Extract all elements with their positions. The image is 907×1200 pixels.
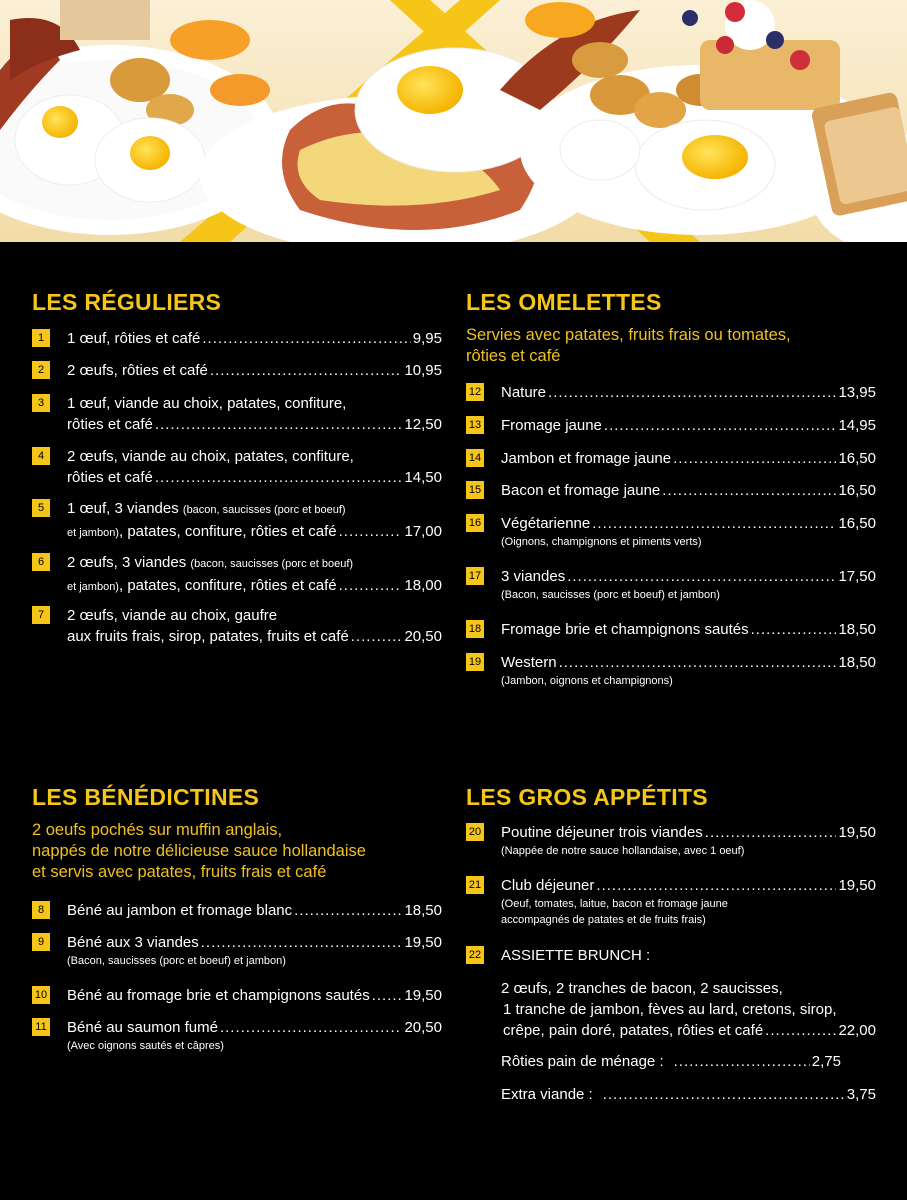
item-price: 14,50	[404, 469, 442, 486]
item-note: (bacon, saucisses (porc et boeuf)	[190, 558, 354, 570]
menu-item	[32, 900, 442, 921]
item-number: 14	[466, 449, 484, 467]
item-number: 20	[466, 823, 484, 841]
menu-item	[466, 945, 876, 966]
item-price: 10,95	[404, 362, 442, 379]
item-name: Nature	[501, 384, 547, 401]
item-name-cont: , patates, confiture, rôties et café	[118, 523, 337, 540]
subtitle-line: rôties et café	[466, 347, 561, 365]
item-name: Béné aux 3 viandes	[67, 934, 199, 951]
item-note: (Oeuf, tomates, laitue, bacon et fromage jaune	[501, 898, 728, 910]
item-number: 1	[32, 329, 50, 347]
item-price: 19,50	[404, 987, 442, 1004]
menu-item	[466, 415, 876, 436]
item-note-cont: accompagnés de patates et de fruits frais)	[501, 914, 706, 926]
item-price: 14,95	[838, 417, 876, 434]
food-banner	[0, 0, 907, 242]
item-name: ASSIETTE BRUNCH :	[501, 947, 651, 964]
section-title: LES BÉNÉDICTINES	[32, 784, 260, 810]
item-price: 20,50	[404, 628, 442, 645]
benedictines-list	[32, 900, 442, 1070]
section-subtitle	[466, 325, 876, 367]
subtitle-line: 2 oeufs pochés sur muffin anglais,	[32, 821, 283, 839]
section-title: LES OMELETTES	[466, 289, 662, 315]
item-price: 17,50	[838, 568, 876, 585]
subtitle-line: Servies avec patates, fruits frais ou tomates,	[466, 326, 791, 344]
brunch-line: 2 œufs, 2 tranches de bacon, 2 saucisses,	[501, 980, 783, 997]
menu-item	[466, 448, 876, 469]
item-name: 2 œufs, viande au choix, patates, confiture,	[67, 448, 354, 465]
item-price: 19,50	[838, 877, 876, 894]
item-number: 6	[32, 553, 50, 571]
item-price: 18,50	[838, 621, 876, 638]
item-name: Végétarienne	[501, 515, 591, 532]
item-number: 22	[466, 946, 484, 964]
menu-item	[32, 605, 442, 647]
item-name: Club déjeuner	[501, 877, 595, 894]
item-number: 19	[466, 653, 484, 671]
menu-item	[466, 513, 876, 550]
item-name: 2 œufs, 3 viandes	[67, 554, 191, 571]
brunch-description	[466, 978, 876, 1041]
item-price: 20,50	[404, 1019, 442, 1036]
menu-item	[32, 1017, 442, 1054]
item-name-cont: rôties et café	[67, 416, 153, 433]
item-name: 3 viandes	[501, 568, 566, 585]
menu-item	[32, 552, 442, 598]
item-name-cont: aux fruits frais, sirop, patates, fruits et café	[67, 628, 349, 645]
item-note: (bacon, saucisses (porc et boeuf)	[182, 504, 346, 516]
gros-appetits-list	[466, 822, 876, 1112]
item-number: 13	[466, 416, 484, 434]
section-reguliers	[32, 287, 442, 317]
menu-item	[466, 480, 876, 501]
item-name: Béné au jambon et fromage blanc	[67, 902, 293, 919]
item-name: Bacon et fromage jaune	[501, 482, 661, 499]
item-number: 18	[466, 620, 484, 638]
item-name: 1 œuf, rôties et café	[67, 330, 201, 347]
extra-price: 3,75	[846, 1086, 876, 1103]
extra-item	[466, 1084, 876, 1105]
section-title: LES GROS APPÉTITS	[466, 784, 708, 810]
brunch-line: crêpe, pain doré, patates, rôties et café	[503, 1022, 764, 1039]
item-price: 18,00	[404, 577, 442, 594]
section-title: LES RÉGULIERS	[32, 289, 222, 315]
item-number: 11	[32, 1018, 50, 1036]
item-name-cont: rôties et café	[67, 469, 153, 486]
item-note-cont: et jambon)	[67, 527, 119, 539]
menu-item	[466, 652, 876, 689]
item-number: 10	[32, 986, 50, 1004]
menu-item	[466, 382, 876, 403]
item-number: 2	[32, 361, 50, 379]
item-name: 2 œufs, viande au choix, gaufre	[67, 607, 278, 624]
item-number: 3	[32, 394, 50, 412]
item-price: 16,50	[838, 515, 876, 532]
omelettes-list	[466, 382, 876, 702]
item-price: 19,50	[838, 824, 876, 841]
section-subtitle	[32, 820, 452, 883]
item-name: 2 œufs, rôties et café	[67, 362, 208, 379]
extra-name: Extra viande :	[501, 1086, 593, 1103]
menu-item	[466, 822, 876, 859]
menu-item	[32, 328, 442, 349]
item-name: 1 œuf, 3 viandes	[67, 500, 183, 517]
menu-item	[32, 360, 442, 381]
item-price: 18,50	[404, 902, 442, 919]
item-name: Poutine déjeuner trois viandes	[501, 824, 703, 841]
item-price: 18,50	[838, 654, 876, 671]
item-price: 13,95	[838, 384, 876, 401]
food-photo-illustration	[0, 0, 907, 242]
item-name: Jambon et fromage jaune	[501, 450, 672, 467]
item-number: 8	[32, 901, 50, 919]
menu-item	[466, 566, 876, 603]
menu-item	[466, 875, 876, 928]
menu-item	[466, 619, 876, 640]
section-benedictines	[32, 782, 452, 883]
item-number: 15	[466, 481, 484, 499]
item-number: 9	[32, 933, 50, 951]
item-price: 17,00	[404, 523, 442, 540]
item-note-cont: et jambon)	[67, 581, 119, 593]
item-name: Western	[501, 654, 557, 671]
extra-price: 2,75	[811, 1053, 841, 1070]
menu-item	[32, 498, 442, 544]
section-omelettes	[466, 287, 876, 367]
item-number: 5	[32, 499, 50, 517]
item-price: 22,00	[838, 1022, 876, 1039]
item-number: 12	[466, 383, 484, 401]
item-note: (Oignons, champignons et piments verts)	[501, 536, 702, 548]
menu-item	[32, 393, 442, 435]
item-name: 1 œuf, viande au choix, patates, confiture,	[67, 395, 347, 412]
item-price: 9,95	[412, 330, 442, 347]
item-price: 16,50	[838, 482, 876, 499]
item-number: 21	[466, 876, 484, 894]
item-note: (Nappée de notre sauce hollandaise, avec 1 oeuf)	[501, 845, 745, 857]
item-number: 4	[32, 447, 50, 465]
item-note: (Bacon, saucisses (porc et boeuf) et jambon)	[501, 589, 720, 601]
item-note: (Bacon, saucisses (porc et boeuf) et jambon)	[67, 955, 286, 967]
item-number: 17	[466, 567, 484, 585]
menu-item	[32, 985, 442, 1006]
item-number: 7	[32, 606, 50, 624]
item-name: Fromage brie et champignons sautés	[501, 621, 749, 638]
subtitle-line: et servis avec patates, fruits frais et café	[32, 863, 327, 881]
item-price: 16,50	[838, 450, 876, 467]
reguliers-list	[32, 328, 442, 648]
subtitle-line: nappés de notre délicieuse sauce hollandaise	[32, 842, 366, 860]
menu-item	[32, 446, 442, 488]
brunch-line: 1 tranche de jambon, fèves au lard, cretons, sirop,	[503, 1001, 837, 1018]
menu-item	[32, 932, 442, 969]
section-gros-appetits	[466, 782, 876, 812]
item-price: 12,50	[404, 416, 442, 433]
item-note: (Jambon, oignons et champignons)	[501, 675, 673, 687]
extra-item	[466, 1051, 876, 1072]
item-name-cont: , patates, confiture, rôties et café	[118, 577, 337, 594]
item-name: Béné au saumon fumé	[67, 1019, 218, 1036]
item-number: 16	[466, 514, 484, 532]
item-price: 19,50	[404, 934, 442, 951]
item-note: (Avec oignons sautés et câpres)	[67, 1040, 224, 1052]
item-name: Béné au fromage brie et champignons sautés	[67, 987, 370, 1004]
item-name: Fromage jaune	[501, 417, 602, 434]
extra-name: Rôties pain de ménage :	[501, 1053, 664, 1070]
